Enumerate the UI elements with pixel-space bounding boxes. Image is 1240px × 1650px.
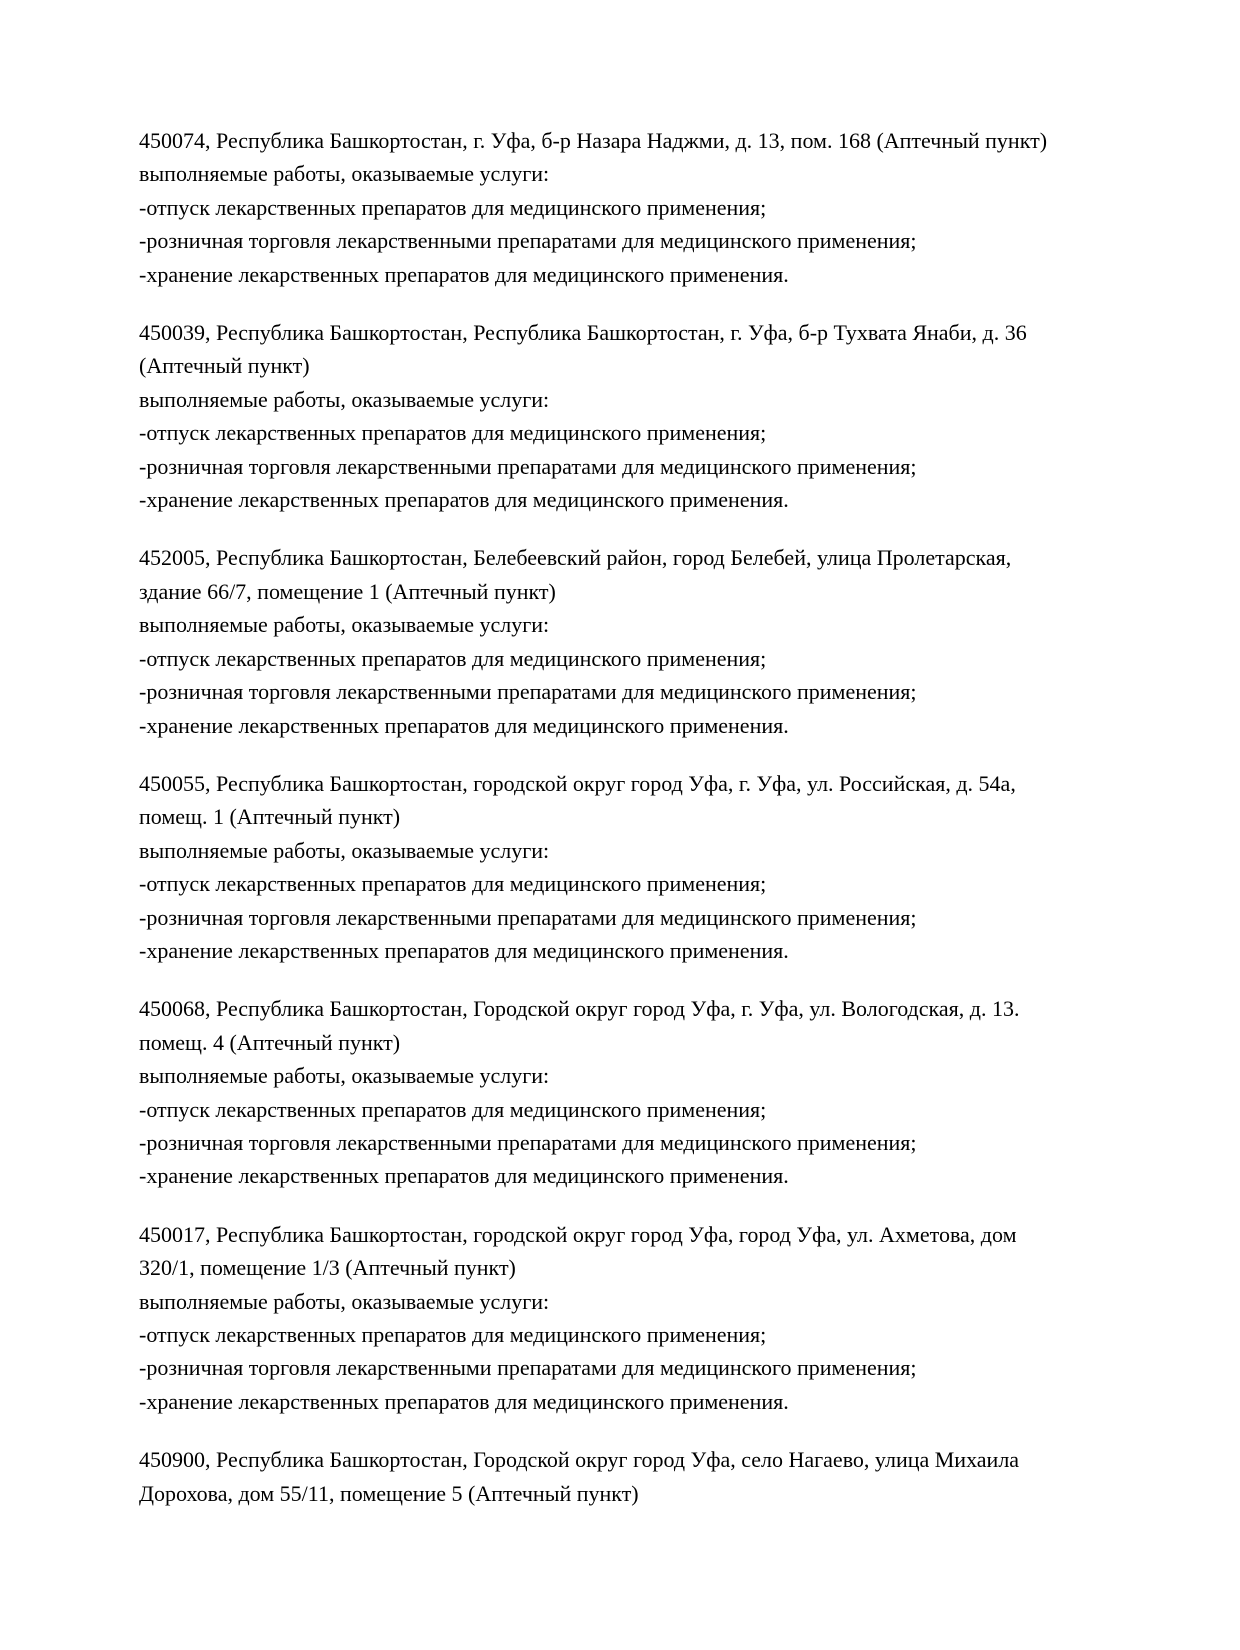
text-line: выполняемые работы, оказываемые услуги: bbox=[139, 612, 550, 638]
text-line: -отпуск лекарственных препаратов для медицинского применения; bbox=[139, 1322, 767, 1347]
license-address-block bbox=[139, 1443, 1142, 1510]
text-line: 450074, Республика Башкортостан, г. Уфа, б-р Назара Наджми, д. 13, пом. 168 (Аптечный пункт) bbox=[139, 128, 1048, 153]
text-line: Дорохова, дом 55/11, помещение 5 (Аптечный пункт) bbox=[139, 1480, 639, 1506]
text-line: выполняемые работы, оказываемые услуги: bbox=[139, 1063, 550, 1089]
license-address-block bbox=[139, 767, 1142, 967]
text-line: выполняемые работы, оказываемые услуги: bbox=[139, 1288, 550, 1314]
text-line: 450017, Республика Башкортостан, городской округ город Уфа, город Уфа, ул. Ахметова, дом bbox=[139, 1221, 1017, 1247]
text-line: -розничная торговля лекарственными препаратами для медицинского применения; bbox=[139, 228, 917, 254]
text-line: 450055, Республика Башкортостан, городской округ город Уфа, г. Уфа, ул. Российская, д. 54а, bbox=[139, 770, 1016, 796]
text-line: -отпуск лекарственных препаратов для медицинского применения; bbox=[139, 645, 767, 671]
text-line: -розничная торговля лекарственными препаратами для медицинского применения; bbox=[139, 904, 917, 930]
address-blocks bbox=[139, 124, 1142, 1510]
text-line: -хранение лекарственных препаратов для медицинского применения. bbox=[139, 1388, 789, 1414]
text-line: 450900, Республика Башкортостан, Городской округ город Уфа, село Нагаево, улица Михаила bbox=[139, 1447, 1020, 1473]
text-line: помещ. 1 (Аптечный пункт) bbox=[139, 804, 401, 830]
text-line: -отпуск лекарственных препаратов для медицинского применения; bbox=[139, 420, 767, 446]
text-line: -хранение лекарственных препаратов для медицинского применения. bbox=[139, 937, 789, 963]
text-line: 452005, Республика Башкортостан, Белебеевский район, город Белебей, улица Пролетарская, bbox=[139, 545, 1012, 571]
text-line: -отпуск лекарственных препаратов для медицинского применения; bbox=[139, 194, 767, 220]
license-address-block bbox=[139, 992, 1142, 1192]
text-line: -хранение лекарственных препаратов для медицинского применения. bbox=[139, 1163, 789, 1189]
text-line: помещ. 4 (Аптечный пункт) bbox=[139, 1029, 401, 1055]
text-line: -хранение лекарственных препаратов для медицинского применения. bbox=[139, 487, 789, 513]
text-line: -розничная торговля лекарственными препаратами для медицинского применения; bbox=[139, 1129, 917, 1155]
license-address-block bbox=[139, 316, 1142, 516]
text-line: -отпуск лекарственных препаратов для медицинского применения; bbox=[139, 1096, 767, 1122]
text-line: -отпуск лекарственных препаратов для медицинского применения; bbox=[139, 871, 767, 897]
text-line: -розничная торговля лекарственными препаратами для медицинского применения; bbox=[139, 679, 917, 705]
text-line: -хранение лекарственных препаратов для медицинского применения. bbox=[139, 712, 789, 738]
text-line: -розничная торговля лекарственными препаратами для медицинского применения; bbox=[139, 1355, 917, 1381]
text-line: выполняемые работы, оказываемые услуги: bbox=[139, 837, 550, 863]
text-line: 450039, Республика Башкортостан, Республика Башкортостан, г. Уфа, б-р Тухвата Янаби, д. 36 bbox=[139, 320, 1027, 346]
text-line: 450068, Республика Башкортостан, Городской округ город Уфа, г. Уфа, ул. Вологодская, д. 13. bbox=[139, 996, 1020, 1022]
text-line: здание 66/7, помещение 1 (Аптечный пункт) bbox=[139, 578, 556, 604]
text-line: -хранение лекарственных препаратов для медицинского применения. bbox=[139, 261, 789, 287]
text-line: 320/1, помещение 1/3 (Аптечный пункт) bbox=[139, 1255, 516, 1281]
text-line: (Аптечный пункт) bbox=[139, 353, 310, 379]
license-address-block bbox=[139, 124, 1142, 291]
text-line: выполняемые работы, оказываемые услуги: bbox=[139, 161, 550, 187]
text-line: выполняемые работы, оказываемые услуги: bbox=[139, 386, 550, 412]
license-address-block bbox=[139, 1218, 1142, 1418]
text-line: -розничная торговля лекарственными препаратами для медицинского применения; bbox=[139, 453, 917, 479]
license-address-block bbox=[139, 541, 1142, 741]
